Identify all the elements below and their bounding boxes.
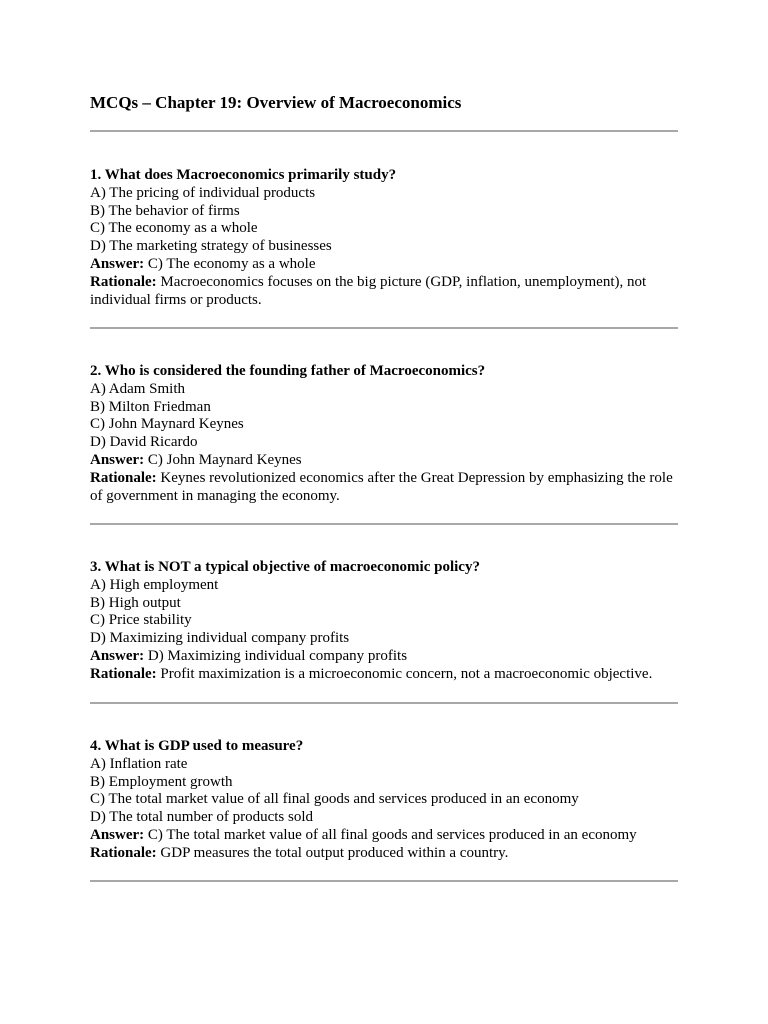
question-block-3 — [90, 559, 682, 684]
question-text: 2. Who is considered the founding father of Macroeconomics? — [90, 363, 486, 379]
divider — [90, 130, 678, 132]
option-c: C) The total market value of all final goods and services produced in an economy — [90, 791, 579, 808]
rationale-value: Macroeconomics focuses on the big picture (GDP, inflation, unemployment), not individual firms or products. — [90, 273, 647, 308]
answer-value: C) John Maynard Keynes — [147, 451, 302, 468]
question-block-2 — [90, 363, 682, 505]
answer-value: C) The economy as a whole — [147, 255, 316, 272]
option-a: A) Adam Smith — [90, 380, 186, 397]
divider — [90, 523, 678, 525]
question-block-4 — [90, 738, 682, 863]
option-a: A) Inflation rate — [90, 755, 188, 772]
option-b: B) Milton Friedman — [90, 398, 211, 415]
divider — [90, 327, 678, 329]
answer-value: D) Maximizing individual company profits — [147, 647, 408, 664]
option-d: D) David Ricardo — [90, 434, 198, 451]
answer-label: Answer: — [90, 826, 145, 843]
answer-line — [90, 827, 682, 845]
option-a: A) High employment — [90, 576, 219, 593]
answer-label: Answer: — [90, 647, 145, 664]
rationale-line — [90, 274, 682, 310]
question-text: 3. What is NOT a typical objective of macroeconomic policy? — [90, 559, 480, 575]
document-title: MCQs – Chapter 19: Overview of Macroeconomics — [90, 93, 462, 112]
divider — [90, 702, 678, 704]
option-a: A) The pricing of individual products — [90, 184, 316, 201]
rationale-label: Rationale: — [90, 469, 157, 486]
rationale-label: Rationale: — [90, 665, 157, 682]
answer-label: Answer: — [90, 255, 145, 272]
answer-value: C) The total market value of all final goods and services produced in an economy — [147, 826, 637, 843]
option-c: C) John Maynard Keynes — [90, 416, 244, 433]
rationale-line — [90, 666, 682, 684]
answer-label: Answer: — [90, 451, 145, 468]
rationale-label: Rationale: — [90, 844, 157, 861]
question-text: 4. What is GDP used to measure? — [90, 738, 304, 754]
option-c: C) Price stability — [90, 612, 192, 629]
rationale-line — [90, 845, 682, 863]
rationale-value: Keynes revolutionized economics after the Great Depression by emphasizing the role of government in managing the economy. — [90, 469, 673, 504]
rationale-value: Profit maximization is a microeconomic concern, not a macroeconomic objective. — [160, 665, 653, 682]
option-d: D) The marketing strategy of businesses — [90, 238, 332, 255]
answer-line — [90, 452, 682, 470]
divider — [90, 880, 678, 882]
option-b: B) Employment growth — [90, 773, 233, 790]
question-text: 1. What does Macroeconomics primarily study? — [90, 167, 397, 183]
rationale-value: GDP measures the total output produced within a country. — [160, 844, 509, 861]
answer-line — [90, 648, 682, 666]
rationale-line — [90, 470, 682, 506]
answer-line — [90, 256, 682, 274]
question-block-1 — [90, 167, 682, 309]
rationale-label: Rationale: — [90, 273, 157, 290]
option-c: C) The economy as a whole — [90, 220, 258, 237]
option-b: B) The behavior of firms — [90, 202, 240, 219]
option-d: D) Maximizing individual company profits — [90, 630, 350, 647]
option-d: D) The total number of products sold — [90, 809, 314, 826]
option-b: B) High output — [90, 594, 181, 611]
